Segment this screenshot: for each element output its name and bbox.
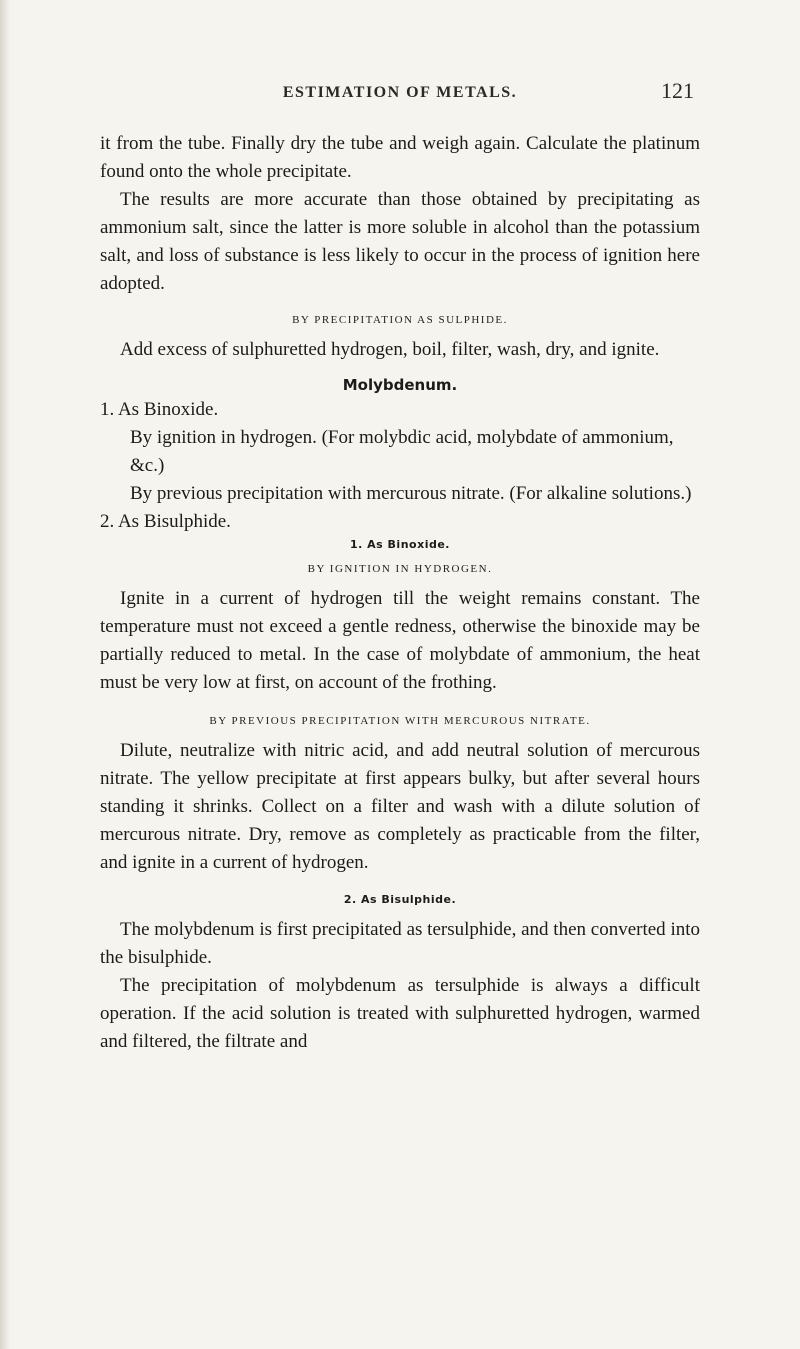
precipitation-heading: BY PREVIOUS PRECIPITATION WITH MERCUROUS NITRATE. bbox=[209, 715, 591, 727]
binoxide-heading: 1. As Binoxide. bbox=[350, 538, 450, 551]
running-head: ESTIMATION OF METALS. bbox=[282, 84, 518, 101]
bisulphide-heading: 2. As Bisulphide. bbox=[343, 893, 457, 906]
page-body bbox=[100, 130, 700, 1056]
intro-paragraph-1: it from the tube. Finally dry the tube and weigh again. Calculate the platinum found onto the whole precipitate. bbox=[100, 133, 700, 182]
sulphide-section-text: Add excess of sulphuretted hydrogen, boil, filter, wash, dry, and ignite. bbox=[120, 339, 660, 360]
intro-paragraph-2: The results are more accurate than those obtained by precipitating as ammonium salt, since the latter is more soluble in alcohol than the potassium salt, and loss of substance is less likely to occur in the process of ignition here adopted. bbox=[100, 189, 700, 294]
outline-item-binoxide: 1. As Binoxide. bbox=[100, 399, 219, 420]
page-number: 121 bbox=[661, 78, 694, 103]
sulphide-section-heading: BY PRECIPITATION AS SULPHIDE. bbox=[292, 314, 508, 326]
molybdenum-heading: Molybdenum. bbox=[342, 376, 458, 394]
page-binding-edge bbox=[0, 0, 10, 1349]
bisulphide-paragraph-1: The molybdenum is first precipitated as tersulphide, and then converted into the bisulphide. bbox=[100, 919, 700, 968]
bisulphide-paragraph-2: The precipitation of molybdenum as tersulphide is always a difficult operation. If the acid solution is treated with sulphuretted hydrogen, warmed and filtered, the filtrate and bbox=[100, 975, 700, 1052]
page-header bbox=[0, 78, 800, 112]
ignition-text: Ignite in a current of hydrogen till the weight remains constant. The temperature must not exceed a gentle redness, otherwise the binoxide may be partially reduced to metal. In the case of molybdate of ammonium, the heat must be very low at first, on account of the frothing. bbox=[100, 588, 700, 693]
outline-item-bisulphide: 2. As Bisulphide. bbox=[100, 511, 231, 532]
outline-subitem-precipitation: By previous precipitation with mercurous nitrate. (For alkaline solutions.) bbox=[130, 483, 692, 504]
ignition-heading: BY IGNITION IN HYDROGEN. bbox=[307, 563, 493, 575]
precipitation-text: Dilute, neutralize with nitric acid, and add neutral solution of mercurous nitrate. The yellow precipitate at first appears bulky, but after several hours standing it shrinks. Collect on a filter and wash with a dilute solution of mercurous nitrate. Dry, remove as completely as practicable from the filter, and ignite in a current of hydrogen. bbox=[100, 740, 700, 873]
outline-subitem-ignition: By ignition in hydrogen. (For molybdic acid, molybdate of ammonium, &c.) bbox=[130, 427, 674, 476]
